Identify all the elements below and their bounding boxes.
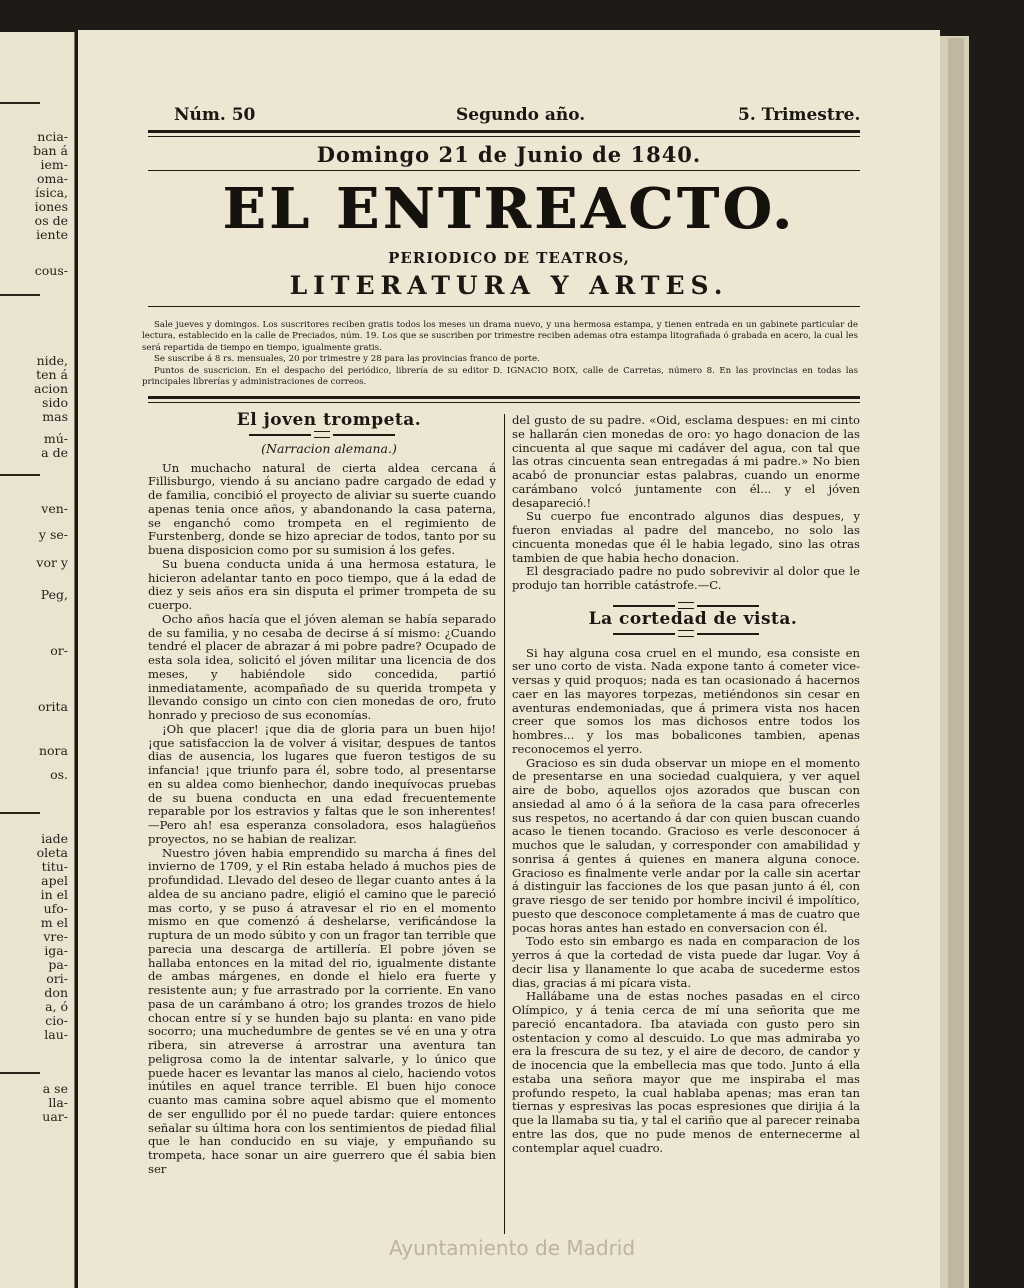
left-page-text-fragment: mú- xyxy=(43,431,68,446)
issue-trimester: 5. Trimestre. xyxy=(738,105,861,125)
left-page-text-fragment: a se xyxy=(42,1081,68,1096)
left-page-text-fragment: os de xyxy=(34,213,68,228)
left-column xyxy=(148,410,496,1177)
left-page-text-fragment: titu- xyxy=(41,859,68,874)
article-paragraph: Hallábame una de estas noches pasadas en el circo Olímpico, y á tenia cerca de mí una señorita que me pareció encantadora. Iba ataviada con gusto pero sin ostentacion y como al descuido. Lo que mas admiraba yo era la frescura de su tez, y el aire de decoro, de candor y de inocencia que la embellecia mas que todo. Junto á ella estaba una señora mayor que me inspiraba el mas profundo respeto, la cual hablaba apenas; mas eran tan tiernas y espresivas las pocas espresiones que dirijia á la que la llamaba su tia, y tal el cariño que al parecer reinaba entre las dos, que no pude menos de enternecerme al contemplar aquel cuadro. xyxy=(512,989,860,1155)
ornament-divider xyxy=(512,599,860,613)
right-column xyxy=(512,414,860,1155)
issue-number: Núm. 50 xyxy=(174,105,256,125)
left-page-text-fragment: or- xyxy=(50,643,68,658)
left-page-rule xyxy=(0,1072,40,1074)
left-page-text-fragment: lla- xyxy=(48,1095,68,1110)
article-paragraph: Su buena conducta unida á una hermosa estatura, le hicieron adelantar tanto en poco tiempo, que á la edad de diez y seis años era sin disputa el primer trompeta de su cuerpo. xyxy=(148,556,496,612)
left-page-text-fragment: iade xyxy=(41,831,68,846)
left-page-text-fragment: iones xyxy=(34,199,68,214)
masthead-rule xyxy=(148,306,860,307)
left-page-rule xyxy=(0,102,40,104)
masthead-subtitle-2: LITERATURA Y ARTES. xyxy=(289,271,729,300)
left-page-text-fragment: don xyxy=(44,985,68,1000)
left-page-rule xyxy=(0,474,40,476)
left-page-text-fragment: in el xyxy=(40,887,68,902)
article-title: La cortedad de vista. xyxy=(588,608,798,629)
issue-year: Segundo año. xyxy=(456,105,586,125)
header-rule-thin xyxy=(148,136,860,137)
left-page-text-fragment: oma- xyxy=(36,171,68,186)
left-page-text-fragment: apel xyxy=(41,873,68,888)
left-page-text-fragment: nide, xyxy=(36,353,68,368)
column-divider xyxy=(504,414,505,1234)
left-page-text-fragment: iente xyxy=(36,227,68,242)
left-page-text-fragment: acion xyxy=(33,381,68,396)
newspaper-page xyxy=(78,30,940,1288)
article-paragraph: El desgraciado padre no pudo sobrevivir al dolor que le produjo tan horrible catástrofe.—C. xyxy=(512,564,860,592)
article-subtitle: (Narracion alemana.) xyxy=(261,440,397,456)
info-rule-thin xyxy=(148,402,860,403)
left-page-text-fragment: vor y xyxy=(36,555,68,570)
masthead-title: EL ENTREACTO. xyxy=(222,176,796,242)
article-paragraph: Gracioso es sin duda observar un miope en el momento de presentarse en una sociedad cualquiera, y ver aquel aire de bobo, aquellos ojos azorados que buscan con ansiedad al amo ó á la señora de la casa para ofrecerles sus respetos, no acertando á dar con quien buscan cuando acaso le tienen tocando. Gracioso es verle desconocer á muchos que le saludan, y corresponder con amabilidad y sonrisa á gentes á quienes en manera alguna conoce. Gracioso es finalmente verle andar por la calle sin acertar á distinguir las facciones de los que pasan junto á él, con grave riesgo de ser tenido por hombre incivil é impolítico, puesto que desconoce completamente á mas de cuatro que pocas horas antes han estado en conversacion con él. xyxy=(512,755,860,935)
article-paragraph: Si hay alguna cosa cruel en el mundo, esa consiste en ser uno corto de vista. Nada expone tanto á cometer vice-versas y quid proquos; nada es tan ocasionado á hacernos caer en las mayores torpezas, metiéndonos sin cesar en aventuras endemoniadas, que á primera vista nos hacen creer que somos los mas dichosos entre todos los hombres... y los mas bobalicones tambien, apenas reconocemos el yerro. xyxy=(512,645,860,756)
left-page-text-fragment: Peg, xyxy=(40,587,68,602)
ornament-divider xyxy=(148,428,496,442)
article-paragraph: Nuestro jóven habia emprendido su marcha á fines del invierno de 1709, y el Rin estaba helado á muchos pies de profundidad. Llevado del deseo de llegar cuanto antes á la aldea de su anciano padre, eligió el camino que le pareció mas corto, y se puso á atravesar el rio en el momento mismo en que comenzó á deshelarse, verificándose la ruptura de un modo súbito y con un fragor tan terrible que parecia una descarga de artillería. El pobre jóven se hallaba entonces en la mitad del rio, igualmente distante de ambas márgenes, en donde el hielo era fuerte y resistente aun; y fue arrastrado por la corriente. En vano pasa de un carámbano á otro; los grandes trozos de hielo chocan entre sí y se hunden bajo su planta: en vano pide socorro; una muchedumbre de gentes se vé en una y otra ribera, sin atreverse á arrostrar una aventura tan peligrosa como la de intentar salvarle, y lo único que puede hacer es levantar las manos al cielo, haciendo votos inútiles en aquel trance terrible. El buen hijo conoce cuanto mas camina sobre aquel abismo que el momento de ser engullido por él no puede tardar: quiere entonces señalar su última hora con los sentimientos de piedad filial que le han conducido en su viaje, y empuñando su trompeta, hace sonar un aire guerrero que él sabia bien ser xyxy=(148,845,496,1176)
article-paragraph: Todo esto sin embargo es nada en comparacion de los yerros á que la cortedad de vista puede dar lugar. Voy á decir lisa y llanamente lo que acaba de sucederme estos dias, gracias á mi pícara vista. xyxy=(512,934,860,990)
masthead-subtitle: PERIODICO DE TEATROS, xyxy=(388,249,630,267)
left-page-text-fragment: orita xyxy=(38,699,68,714)
left-page-text-fragment: a de xyxy=(41,445,68,460)
subscription-info xyxy=(142,320,858,388)
article-paragraph: Su cuerpo fue encontrado algunos dias despues, y fueron enviadas al padre del mancebo, no solo las cincuenta monedas que él le habia legado, sino las otras tambien de que habia hecho donacion. xyxy=(512,509,860,565)
left-page-text-fragment: cio- xyxy=(45,1013,68,1028)
left-page-text-fragment: sido xyxy=(42,395,68,410)
left-page-text-fragment: cous- xyxy=(34,263,68,278)
left-page-text-fragment: ufo- xyxy=(43,901,68,916)
ornament-divider xyxy=(512,627,860,641)
header-rule xyxy=(148,130,860,133)
left-page-rule xyxy=(0,812,40,814)
left-page-text-fragment: ban á xyxy=(33,143,68,158)
issue-date: Domingo 21 de Junio de 1840. xyxy=(316,142,702,167)
left-page-text-fragment: nora xyxy=(38,743,68,758)
left-page-text-fragment: os. xyxy=(50,767,68,782)
left-page-text-fragment: ncia- xyxy=(37,129,68,144)
page-edge-shadow xyxy=(948,38,964,1288)
article-paragraph: del gusto de su padre. «Oid, esclama despues: en mi cinto se hallarán cien monedas de oro: yo hago donacion de las cincuenta al que saque mi cadáver del agua, con tal que las otras cincuenta sean entregadas á mi padre.» No bien acabó de pronunciar estas palabras, cuando un enorme carámbano volcó juntamente con él... y el jóven desapareció.! xyxy=(512,413,860,510)
left-page-text-fragment: ven- xyxy=(41,501,68,516)
left-page-text-fragment: iem- xyxy=(40,157,68,172)
left-page-text-fragment: uar- xyxy=(42,1109,68,1124)
article-paragraph: Ocho años hacía que el jóven aleman se había separado de su familia, y no cesaba de decirse á sí mismo: ¿Cuando tendré el placer de abrazar á mi pobre padre? Ocupado de esta sola idea, solicitó el jóven militar una licencia de dos meses, y habiéndole sido concedida, partió inmediatamente, acompañado de su querida trompeta y llevando consigo un cinto con cien monedas de oro, fruto honrado y precioso de sus economías. xyxy=(148,611,496,722)
left-page-text-fragment: mas xyxy=(42,409,68,424)
info-rule xyxy=(148,396,860,399)
left-page-rule xyxy=(0,294,40,296)
left-page-text-fragment: ísica, xyxy=(35,185,68,200)
watermark: Ayuntamiento de Madrid xyxy=(388,1236,636,1260)
left-page-text-fragment: ten á xyxy=(36,367,68,382)
left-page-text-fragment: pa- xyxy=(48,957,68,972)
info-paragraph: Puntos de suscricion. En el despacho del periódico, librería de su editor D. IGNACIO BOIX, calle de Carretas, número 8. En las provincias en todas las principales librerías y administraciones de correos. xyxy=(142,365,858,388)
info-paragraph: Se suscribe á 8 rs. mensuales, 20 por trimestre y 28 para las provincias franco de porte. xyxy=(154,354,540,365)
left-page-text-fragment: y se- xyxy=(38,527,68,542)
info-paragraph: Sale jueves y domingos. Los suscritores reciben gratis todos los meses un drama nuevo, y una hermosa estampa, y tienen entrada en un gabinete particular de lectura, establecido en la calle de Preciados, núm. 19. Los que se suscriben por trimestre reciben ademas otra estampa litografiada ó grabada en acero, la cual les será repartida de tiempo en tiempo, igualmente gratis. xyxy=(142,320,858,353)
date-rule xyxy=(148,170,860,171)
left-page-text-fragment: vre- xyxy=(43,929,68,944)
left-page-text-fragment: m el xyxy=(40,915,68,930)
article-paragraph: ¡Oh que placer! ¡que dia de gloria para un buen hijo! ¡que satisfaccion la de volver á visitar, despues de tantos dias de ausencia, los lugares que fueron testigos de su infancia! ¡que triunfo para él, sobre todo, al presentarse en su aldea como bienhechor, dando inequívocas pruebas de su buena conducta en una edad frecuentemente reparable por los estravios y faltas que le son inherentes!—Pero ah! esa esperanza consoladora, esos halagüeños proyectos, no se habian de realizar. xyxy=(148,721,496,846)
left-page-text-fragment: lau- xyxy=(44,1027,68,1042)
adjacent-page-strip xyxy=(0,32,75,1288)
left-page-text-fragment: oleta xyxy=(36,845,68,860)
left-page-text-fragment: iga- xyxy=(44,943,68,958)
left-page-text-fragment: ori- xyxy=(46,971,68,986)
article-title: El joven trompeta. xyxy=(236,410,422,430)
left-page-text-fragment: a, ó xyxy=(45,999,68,1014)
article-paragraph: Un muchacho natural de cierta aldea cercana á Fillisburgo, viendo á su anciano padre cargado de edad y de familia, concibió el proyecto de aliviar su suerte cuando apenas tenia once años, y abandonando la casa paterna, se enganchó como trompeta en el regimiento de Furstenberg, donde se hizo apreciar de todos, tanto por su buena disposicion como por su sumision á los gefes. xyxy=(148,460,496,557)
